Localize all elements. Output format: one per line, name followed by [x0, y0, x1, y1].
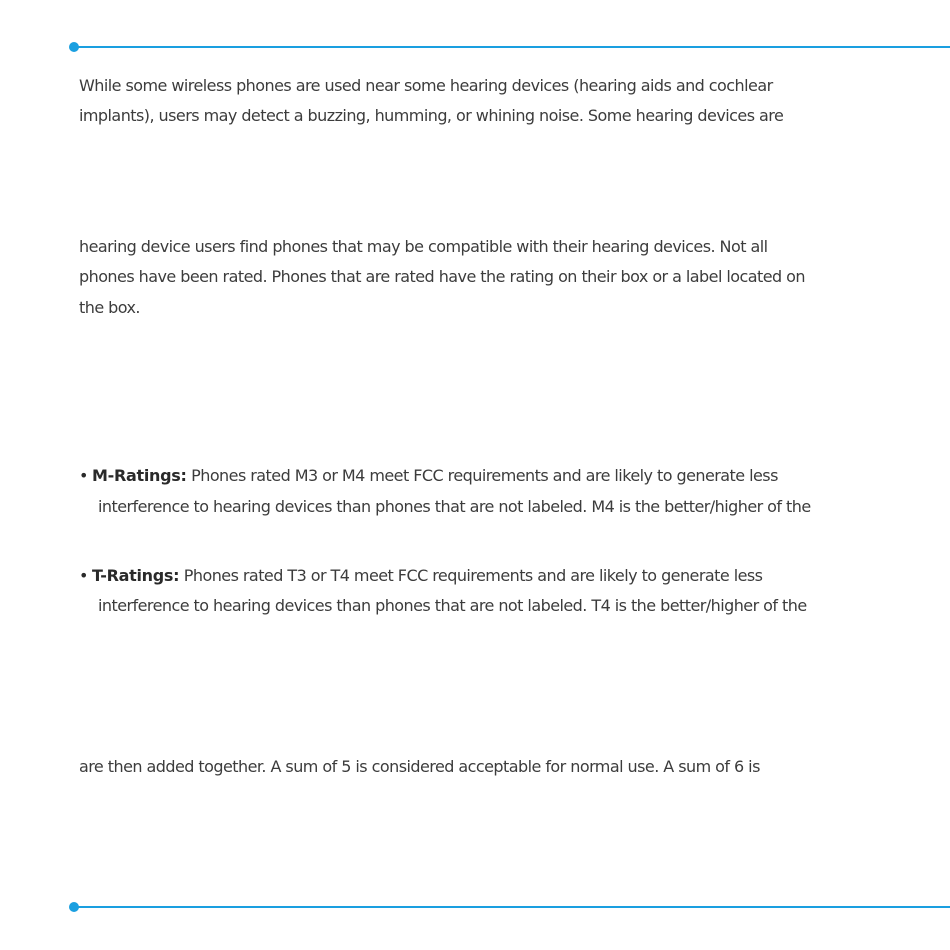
- bullet-icon: •: [79, 466, 88, 485]
- m-ratings-continuation: interference to hearing devices than phones that are not labeled. M4 is the better/higher of the: [98, 497, 811, 516]
- body-text-line: hearing device users find phones that may be compatible with their hearing devices. Not all: [79, 237, 768, 256]
- body-text-line: are then added together. A sum of 5 is considered acceptable for normal use. A sum of 6 is: [79, 757, 760, 776]
- t-ratings-term: T-Ratings:: [92, 566, 180, 585]
- bullet-icon: •: [79, 566, 88, 585]
- body-text-line: implants), users may detect a buzzing, humming, or whining noise. Some hearing devices are: [79, 106, 784, 125]
- t-ratings-item: [79, 566, 762, 586]
- m-ratings-item: [79, 466, 778, 486]
- m-ratings-text: Phones rated M3 or M4 meet FCC requirements and are likely to generate less: [186, 466, 778, 485]
- body-text-line: While some wireless phones are used near some hearing devices (hearing aids and cochlear: [79, 76, 773, 95]
- m-ratings-term: M-Ratings:: [92, 466, 187, 485]
- t-ratings-continuation: interference to hearing devices than phones that are not labeled. T4 is the better/higher of the: [98, 596, 807, 615]
- top-divider: [74, 46, 950, 48]
- bottom-divider: [74, 906, 950, 908]
- body-text-line: phones have been rated. Phones that are rated have the rating on their box or a label located on: [79, 267, 806, 286]
- body-text-line: the box.: [79, 298, 140, 317]
- t-ratings-text: Phones rated T3 or T4 meet FCC requirements and are likely to generate less: [179, 566, 763, 585]
